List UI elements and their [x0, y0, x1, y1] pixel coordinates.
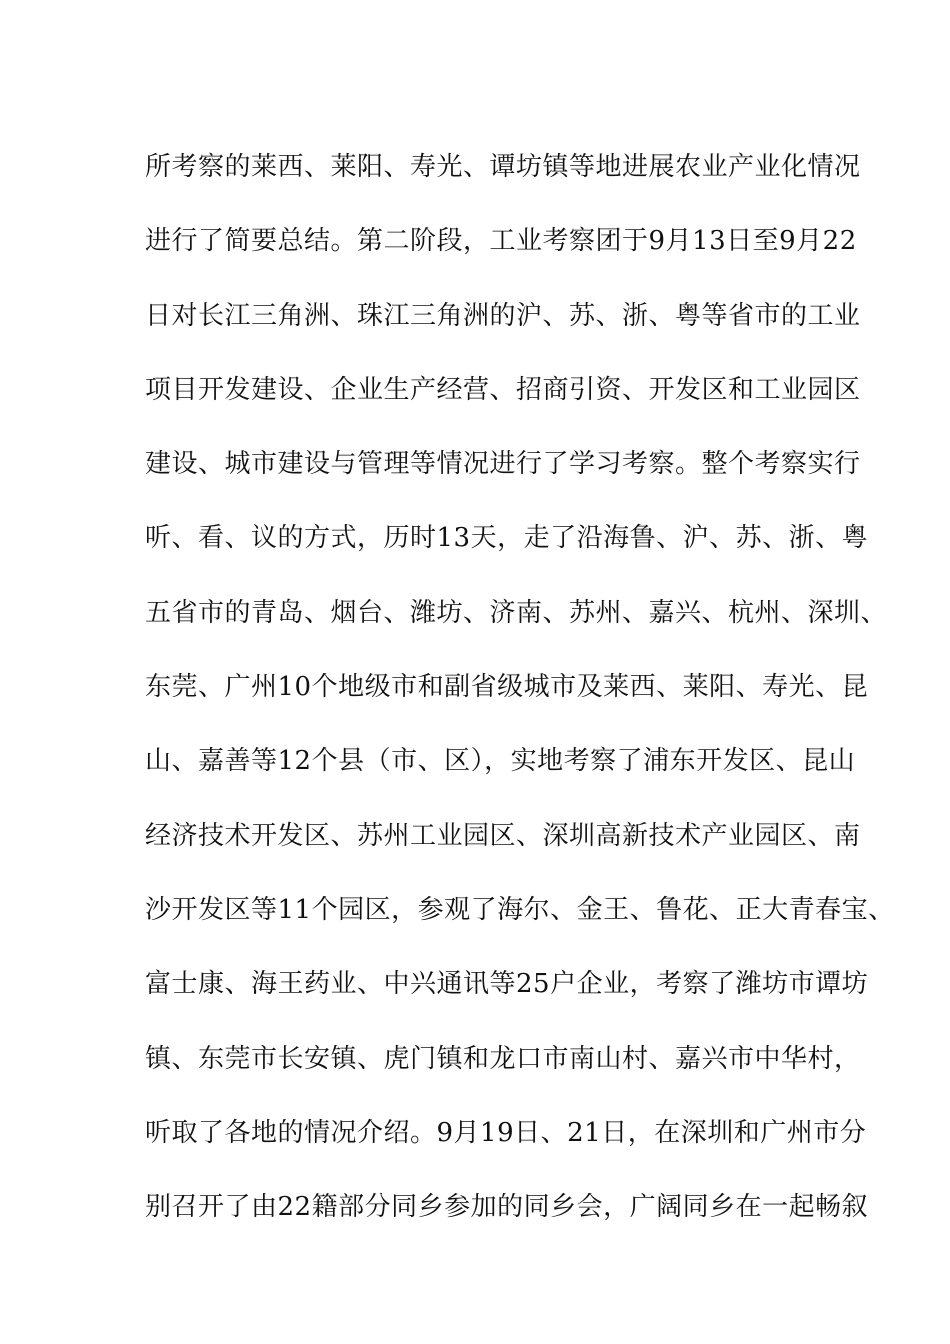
text-line: 进行了简要总结。第二阶段，工业考察团于9月13日至9月22: [145, 226, 857, 257]
text-line: 镇、东莞市长安镇、虎门镇和龙口市南山村、嘉兴市中华村，: [145, 1043, 861, 1074]
text-line: 山、嘉善等12个县（市、区），实地考察了浦东开发区、昆山: [145, 746, 856, 777]
text-line: 五省市的青岛、烟台、潍坊、济南、苏州、嘉兴、杭州、深圳、: [145, 597, 888, 628]
text-line: 项目开发建设、企业生产经营、招商引资、开发区和工业园区: [145, 374, 861, 405]
text-line: 别召开了由22籍部分同乡参加的同乡会，广阔同乡在一起畅叙: [145, 1192, 869, 1223]
text-line: 听取了各地的情况介绍。9月19日、21日，在深圳和广州市分: [145, 1117, 867, 1148]
text-line: 建设、城市建设与管理等情况进行了学习考察。整个考察实行: [145, 449, 861, 480]
text-line: 东莞、广州10个地级市和副省级城市及莱西、莱阳、寿光、昆: [145, 672, 869, 703]
text-line: 沙开发区等11个园区，参观了海尔、金王、鲁花、正大青春宝、: [145, 894, 895, 925]
body-text: [145, 130, 895, 1244]
text-line: 听、看、议的方式，历时13天，走了沿海鲁、沪、苏、浙、粤: [145, 523, 869, 554]
text-line: 富士康、海王药业、中兴通讯等25户企业，考察了潍坊市谭坊: [145, 969, 869, 1000]
text-line: 所考察的莱西、莱阳、寿光、谭坊镇等地进展农业产业化情况: [145, 152, 861, 182]
text-line: 日对长江三角洲、珠江三角洲的沪、苏、浙、粤等省市的工业: [145, 300, 861, 331]
text-line: 经济技术开发区、苏州工业园区、深圳高新技术产业园区、南: [145, 820, 861, 851]
